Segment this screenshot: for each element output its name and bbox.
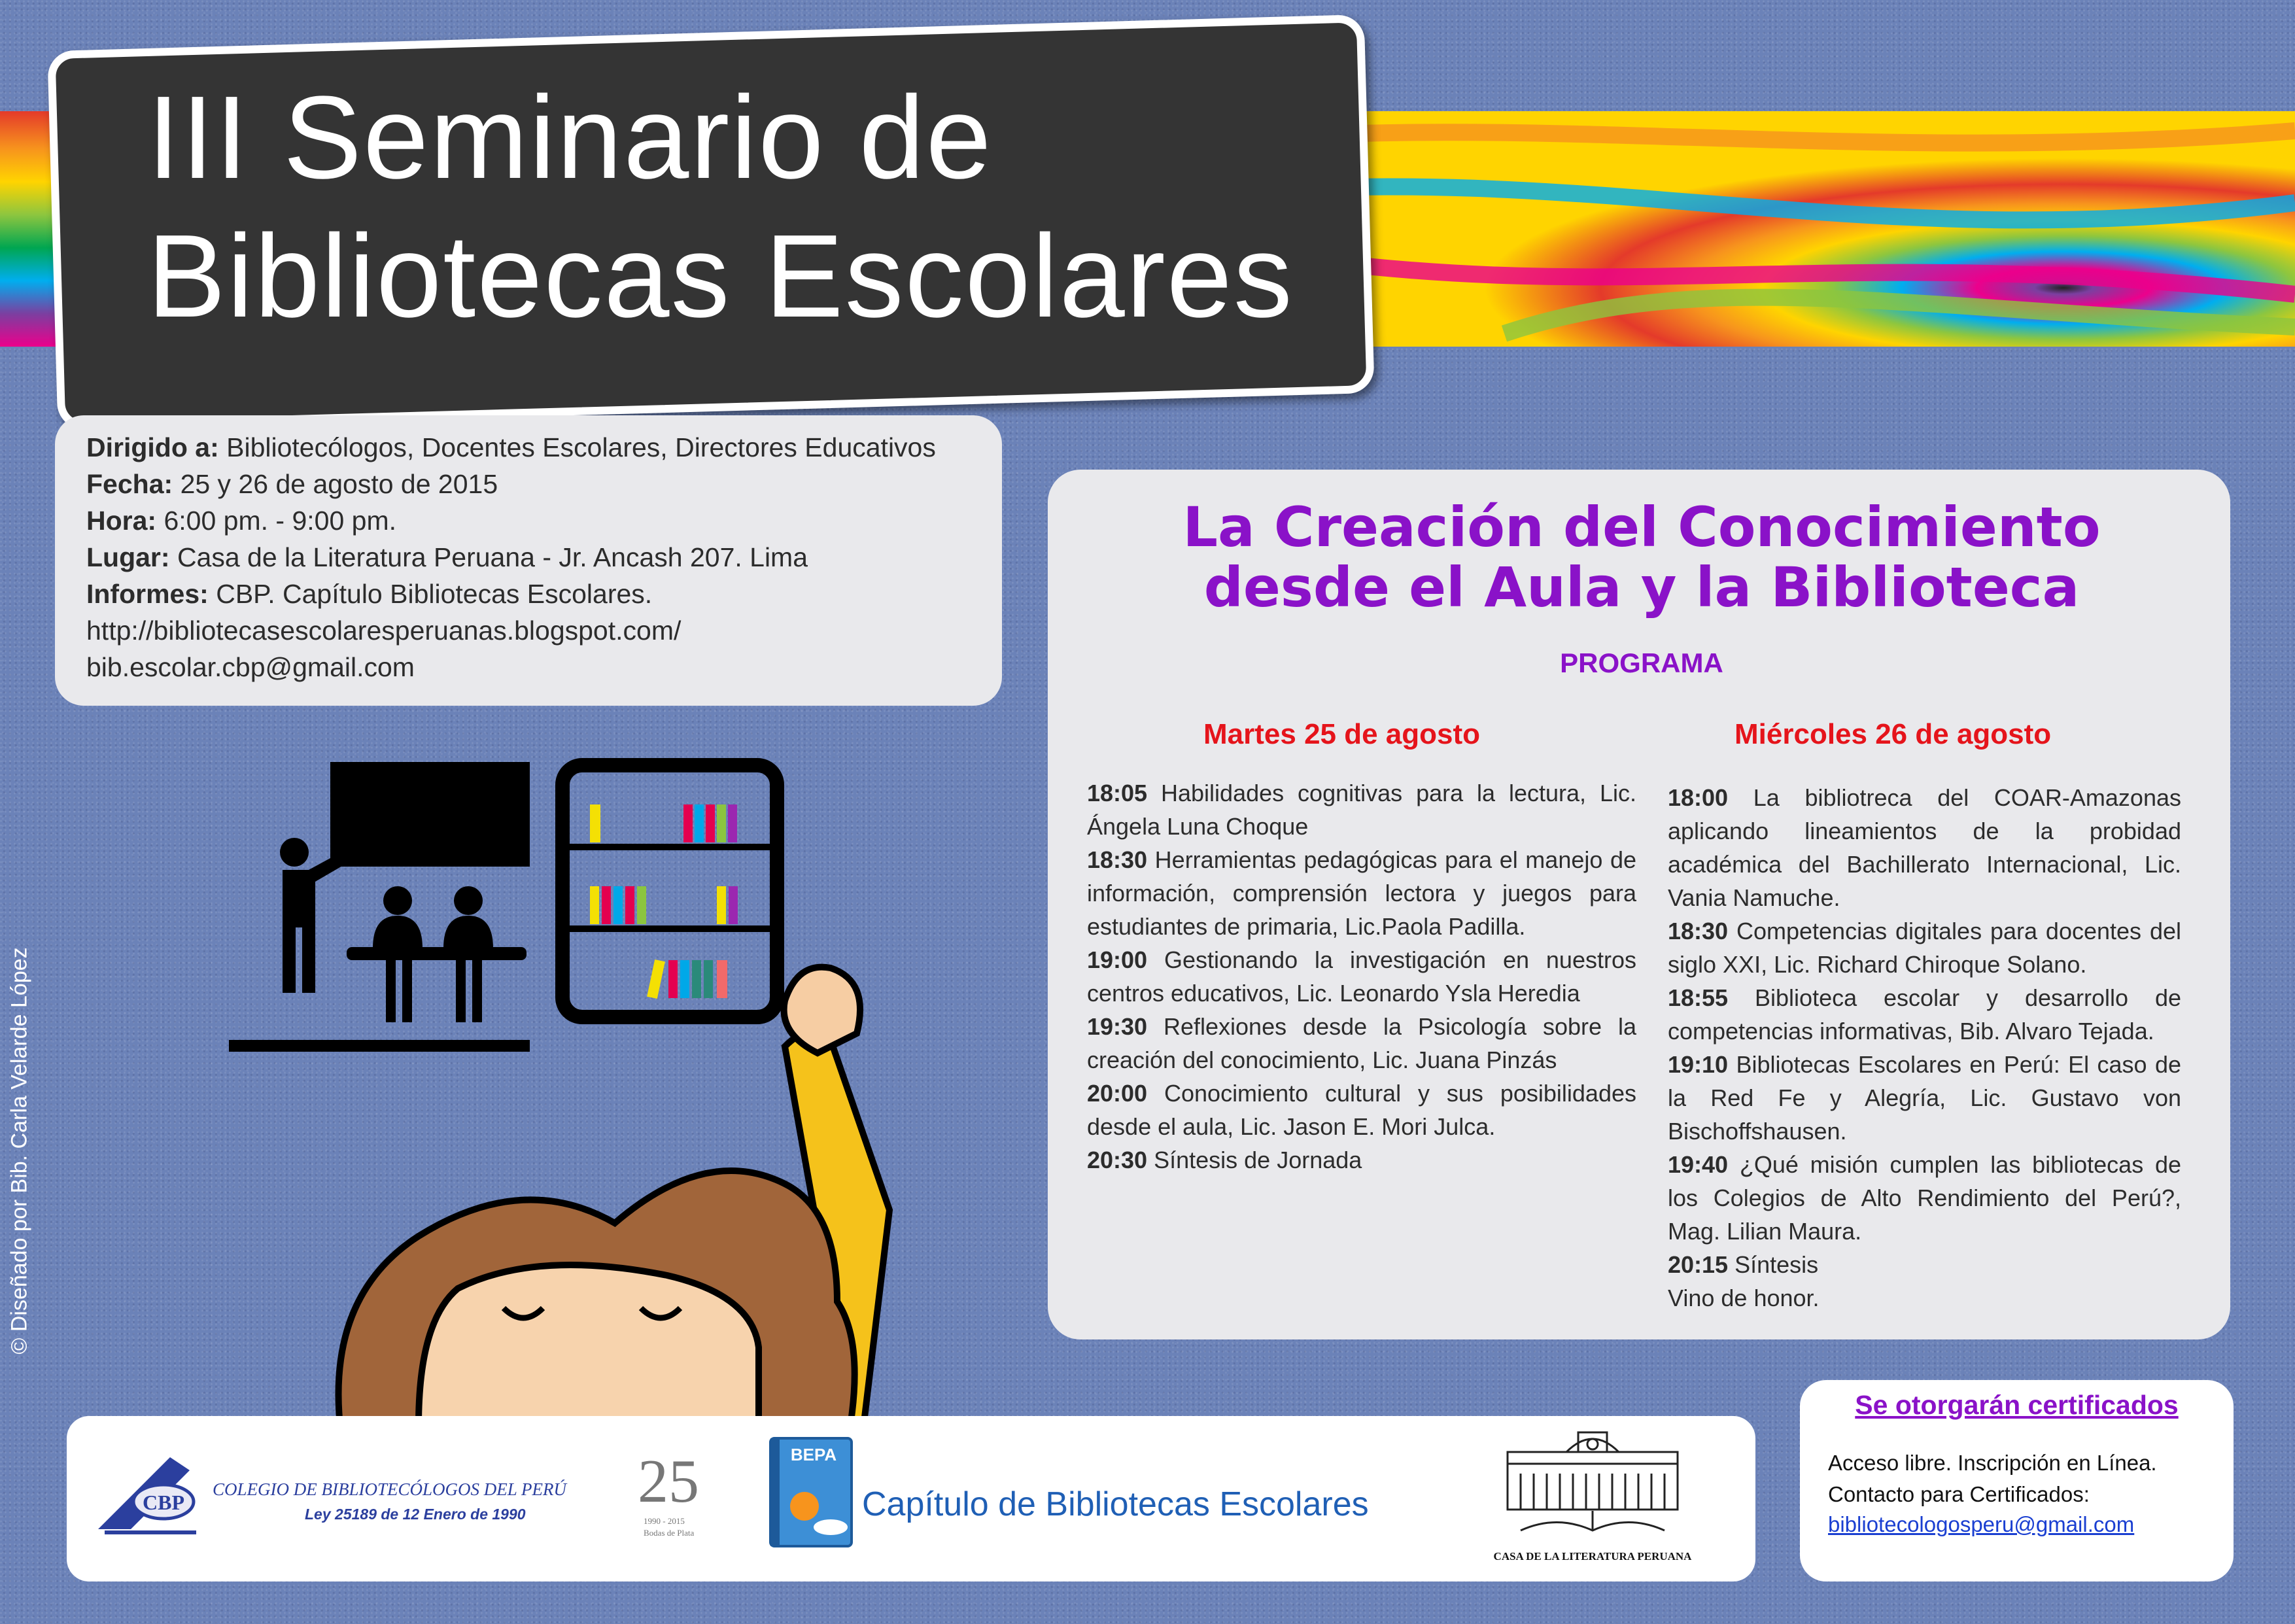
schedule-time: 18:30 (1668, 918, 1729, 944)
schedule-text: Reflexiones desde la Psicología sobre la creación del conocimiento, Lic. Juana Pinzás (1087, 1013, 1636, 1073)
day1-schedule (1087, 776, 1636, 1177)
schedule-item (1668, 914, 2181, 981)
schedule-item (1668, 781, 2181, 914)
info-time-label: Hora: (86, 506, 157, 536)
info-date-value: 25 y 26 de agosto de 2015 (180, 469, 498, 499)
title-line-1: III Seminario de (147, 72, 993, 203)
certificates-title: Se otorgarán certificados (1855, 1390, 2179, 1420)
schedule-item (1668, 1148, 2181, 1248)
certificates-email-link[interactable]: bibliotecologosperu@gmail.com (1828, 1512, 2135, 1536)
schedule-text: La bibliotreca del COAR-Amazonas aplicando lineamientos de la probidad académica del Bachillerato Internacional, Lic. Vania Namuche. (1668, 784, 2181, 911)
bepa-book-logo-icon (765, 1436, 857, 1550)
schedule-item (1087, 1143, 1636, 1177)
event-info-box (55, 415, 1002, 706)
schedule-text: Biblioteca escolar y desarrollo de competencias informativas, Bib. Alvaro Tejada. (1668, 984, 2181, 1045)
program-label: PROGRAMA (1560, 648, 1723, 678)
info-place-label: Lugar: (86, 542, 170, 572)
schedule-time: 18:05 (1087, 780, 1148, 806)
event-title (147, 69, 1294, 346)
info-contact-value: CBP. Capítulo Bibliotecas Escolares. (216, 579, 653, 609)
bepa-label: BEPA (790, 1445, 837, 1464)
schedule-text: Herramientas pedagógicas para el manejo de información, comprensión lectora y juegos para estudiantes de primaria, Lic.Paola Padilla. (1087, 846, 1636, 940)
info-place-value: Casa de la Literatura Peruana - Jr. Ancash 207. Lima (177, 542, 808, 572)
anniversary-label: Bodas de Plata (644, 1528, 695, 1538)
schedule-item (1668, 1248, 2181, 1281)
schedule-time: 20:30 (1087, 1147, 1148, 1173)
day1-heading: Martes 25 de agosto (1203, 718, 1481, 750)
schedule-text: Vino de honor. (1668, 1285, 1820, 1311)
schedule-time: 20:15 (1668, 1251, 1729, 1278)
schedule-time: 20:00 (1087, 1080, 1148, 1107)
info-time-value: 6:00 pm. - 9:00 pm. (164, 506, 396, 536)
schedule-item (1087, 776, 1636, 843)
info-date-label: Fecha: (86, 469, 173, 499)
casa-literatura-building-icon (1494, 1426, 1691, 1557)
schedule-text: Síntesis de Jornada (1154, 1147, 1362, 1173)
schedule-text: Bibliotecas Escolares en Perú: El caso de la Red Fe y Alegría, Lic. Gustavo von Bischoffshausen. (1668, 1051, 2181, 1145)
schedule-text: ¿Qué misión cumplen las bibliotecas de los Colegios de Alto Rendimiento del Perú?, Mag. Lilian Maura. (1668, 1151, 2181, 1245)
program-title-line-2: desde el Aula y la Biblioteca (1203, 555, 2080, 619)
schedule-text: Síntesis (1734, 1251, 1819, 1278)
schedule-time: 18:00 (1668, 784, 1729, 811)
schedule-time: 19:00 (1087, 946, 1148, 973)
info-audience-value: Bibliotecólogos, Docentes Escolares, Directores Educativos (226, 432, 936, 462)
schedule-text: Competencias digitales para docentes del siglo XXI, Lic. Richard Chiroque Solano. (1668, 918, 2181, 978)
cbp-logo-icon (92, 1451, 209, 1536)
schedule-text: Gestionando la investigación en nuestros centros educativos, Lic. Leonardo Ysla Heredia (1087, 946, 1636, 1007)
schedule-item (1668, 1281, 2181, 1315)
schedule-item (1087, 943, 1636, 1010)
anniversary-years: 1990 - 2015 (644, 1516, 685, 1526)
schedule-item (1087, 1010, 1636, 1077)
program-title (1086, 497, 2198, 617)
info-contact (86, 579, 652, 610)
info-date (86, 469, 498, 500)
schedule-time: 18:30 (1087, 846, 1148, 873)
cbp-name: COLEGIO DE BIBLIOTECÓLOGOS DEL PERÚ (213, 1479, 567, 1499)
schedule-time: 18:55 (1668, 984, 1729, 1011)
info-email-link[interactable]: bib.escolar.cbp@gmail.com (86, 652, 415, 682)
student-raising-hand-illustration (301, 955, 994, 1426)
info-place (86, 542, 808, 573)
day2-schedule (1668, 781, 2181, 1315)
info-audience (86, 432, 936, 463)
cbp-logo-text: CBP (143, 1491, 184, 1514)
cbp-law: Ley 25189 de 12 Enero de 1990 (305, 1506, 526, 1523)
info-blog-link[interactable]: http://bibliotecasescolaresperuanas.blogspot.com/ (86, 615, 682, 646)
schedule-text: Habilidades cognitivas para la lectura, Lic. Ángela Luna Choque (1087, 780, 1636, 840)
info-contact-label: Informes: (86, 579, 209, 609)
title-line-2: Bibliotecas Escolares (147, 211, 1294, 342)
schedule-time: 19:10 (1668, 1051, 1729, 1078)
certificates-contact-label: Contacto para Certificados: (1828, 1482, 2090, 1506)
schedule-time: 19:30 (1087, 1013, 1148, 1040)
schedule-item (1087, 1077, 1636, 1143)
chapter-name: Capítulo de Bibliotecas Escolares (862, 1485, 1369, 1523)
schedule-item (1668, 981, 2181, 1048)
casa-name: CASA DE LA LITERATURA PERUANA (1493, 1550, 1692, 1563)
schedule-item (1087, 843, 1636, 943)
day2-heading: Miércoles 26 de agosto (1734, 718, 2052, 750)
schedule-item (1668, 1048, 2181, 1148)
schedule-text: Conocimiento cultural y sus posibilidades desde el aula, Lic. Jason E. Mori Julca. (1087, 1080, 1636, 1140)
info-time (86, 506, 396, 536)
program-title-line-1: La Creación del Conocimiento (1182, 495, 2101, 559)
schedule-time: 19:40 (1668, 1151, 1729, 1178)
anniversary-number: 25 (638, 1447, 699, 1515)
info-audience-label: Dirigido a: (86, 432, 219, 462)
certificates-access: Acceso libre. Inscripción en Línea. (1828, 1451, 2157, 1475)
designer-credit: © Diseñado por Bib. Carla Velarde López (7, 947, 32, 1355)
